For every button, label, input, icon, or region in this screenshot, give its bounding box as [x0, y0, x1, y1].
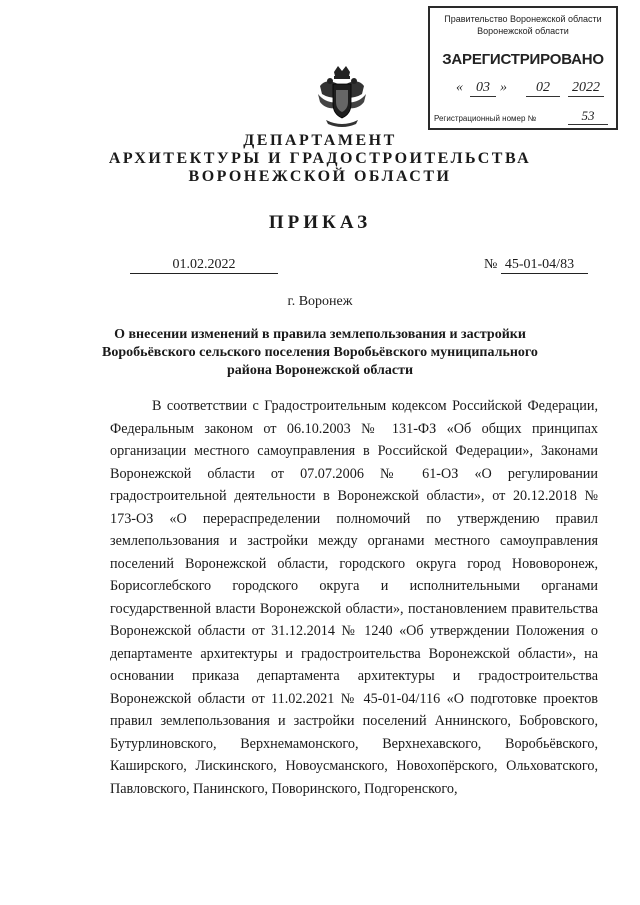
order-body-text: В соответствии с Градостроительным кодексом Российской Федерации, Федеральным законом от 06.10.2003 № 131-ФЗ «Об общих принципах организации местного самоуправления в Российской Федерации», Законами Воронежской области от 07.07.2006 № 61-ОЗ «О регулировании градостроительной деятельности в Воронежской области», от 20.12.2018 № 173-ОЗ «О перераспределении полномочий по утверждению правил землепользования и застройки между органами местного самоуправления поселений Воронежской области, городского округа город Нововоронеж, Борисоглебского городского округа и исполнительными органами государственной власти Воронежской области», постановлением правительства Воронежской области от 31.12.2014 № 1240 «Об утверждении Положения о департаменте архитектуры и градостроительства Воронежской области», на основании приказа департамента архитектуры и градостроительства Воронежской области от 11.02.2021 № 45-01-04/116 «О подготовке проектов правил землепользования и застройки поселений Аннинского, Бобровского, Бутурлиновского, Верхнемамонского, Верхнехавского, Воробьёвского, Каширского, Лискинского, Новоусманского, Новохопёрского, Ольховатского, Павловского, Панинского, Поворинского, Подгоренского,	[110, 398, 598, 797]
stamp-year: 2022	[568, 80, 604, 97]
stamp-close-quote: »	[500, 80, 507, 95]
order-number-prefix: №	[484, 257, 498, 272]
department-name-line3: ВОРОНЕЖСКОЙ ОБЛАСТИ	[188, 168, 452, 185]
order-number-value: 45-01-04/83	[501, 256, 588, 274]
coat-of-arms-icon	[316, 64, 368, 130]
stamp-month: 02	[526, 80, 560, 97]
stamp-day: 03	[470, 80, 496, 97]
stamp-open-quote: «	[456, 80, 463, 95]
order-date: 01.02.2022	[130, 256, 278, 274]
city-label: г. Воронеж	[287, 294, 353, 309]
registration-stamp	[428, 6, 618, 130]
department-name-line2: АРХИТЕКТУРЫ И ГРАДОСТРОИТЕЛЬСТВА	[108, 150, 532, 167]
stamp-org-line2: Воронежской области	[477, 26, 569, 36]
order-subject-title: О внесении изменений в правила землепользования и застройки Воробьёвского сельского поселения Воробьёвского муниципального района Воронежской области	[102, 327, 538, 378]
stamp-reg-number: 53	[568, 108, 608, 125]
stamp-org-line1: Правительство Воронежской области	[444, 14, 602, 24]
order-number	[484, 256, 588, 274]
stamp-registered-label: ЗАРЕГИСТРИРОВАНО	[442, 51, 604, 68]
stamp-reg-label: Регистрационный номер №	[434, 114, 537, 123]
stamp-date	[440, 80, 606, 98]
document-type-title: ПРИКАЗ	[268, 212, 372, 233]
department-name-line1: ДЕПАРТАМЕНТ	[243, 132, 397, 149]
